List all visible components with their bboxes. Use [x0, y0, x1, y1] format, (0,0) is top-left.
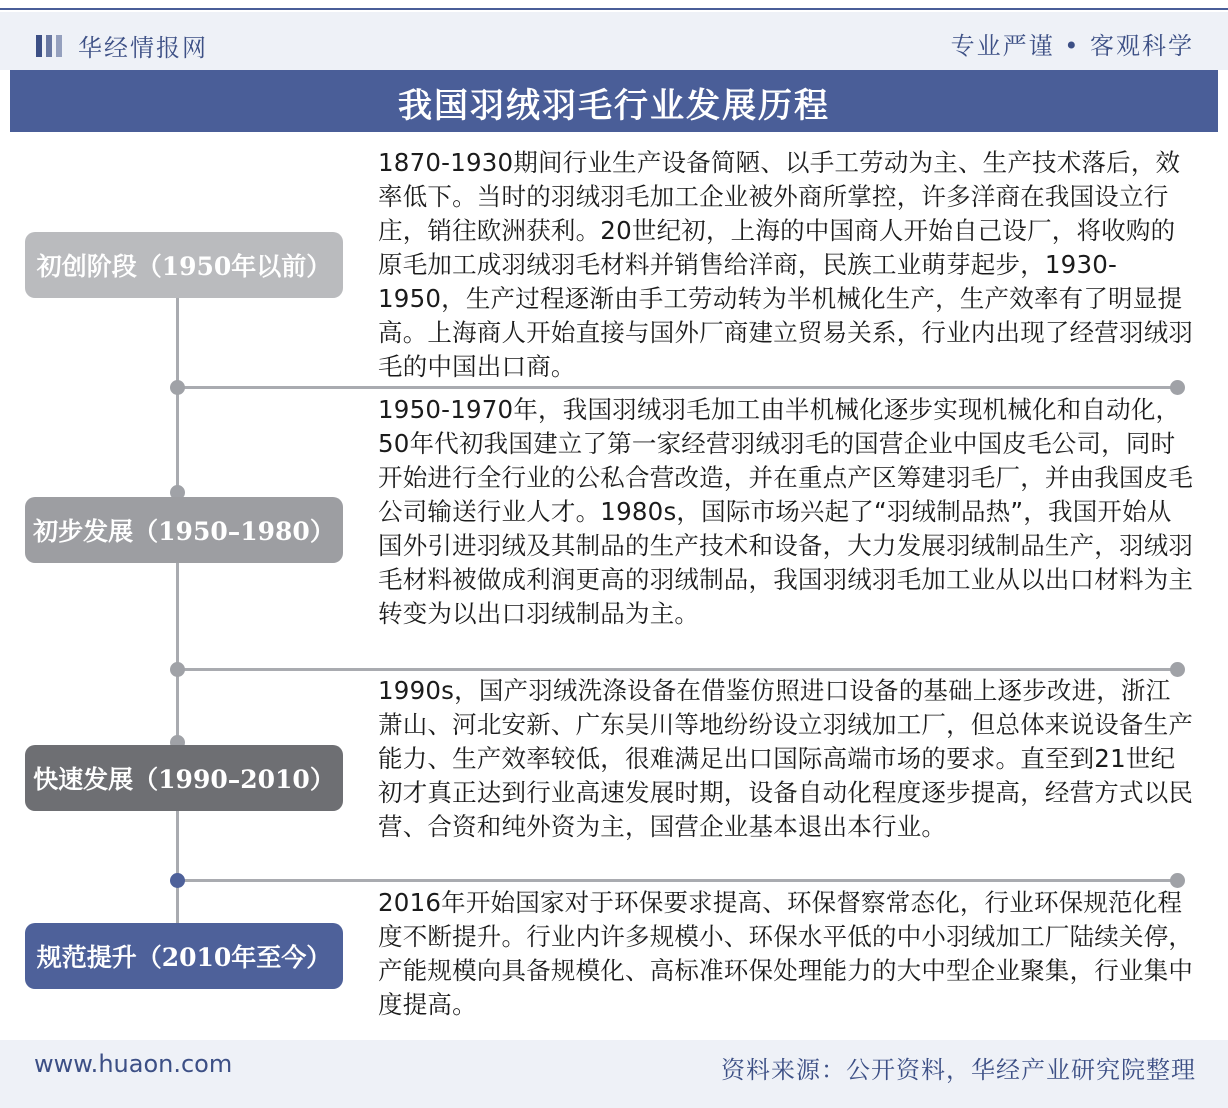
stage-description-3: 1990s，国产羽绒洗涤设备在借鉴仿照进口设备的基础上逐步改进，浙江萧山、河北安新、广东吴川等地纷纷设立羽绒加工厂，但总体来说设备生产能力、生产效率较低，很难满足出口国际高端市场的要求。直至到21世纪初才真正达到行业高速发展时期，设备自动化程度逐步提高，经营方式以民营、合资和纯外资为主，国营企业基本退出本行业。 [378, 676, 1194, 841]
slogan: 专业严谨 • 客观科学 [950, 32, 1194, 60]
stage-description-1: 1870-1930期间行业生产设备简陋、以手工劳动为主、生产技术落后，效率低下。当时的羽绒羽毛加工企业被外商所掌控，许多洋商在我国设立行庄，销往欧洲获利。20世纪初，上海的中国商人开始自己设厂，将收购的原毛加工成羽绒羽毛材料并销售给洋商，民族工业萌芽起步，1930-1950，生产过程逐渐由手工劳动转为半机械化生产，生产效率有了明显提高。上海商人开始直接与国外厂商建立贸易关系，行业内出现了经营羽绒羽毛的中国出口商。 [378, 148, 1194, 381]
timeline-dot [170, 380, 185, 395]
timeline-dot [170, 873, 185, 888]
divider-line-1 [178, 386, 1176, 389]
stage-label-1: 初创阶段（1950年以前） [25, 232, 343, 298]
logo-icon [36, 33, 66, 59]
divider-line-3 [178, 879, 1176, 882]
stage-label-3: 快速发展（1990–2010） [25, 745, 343, 811]
source-note: 资料来源：公开资料，华经产业研究院整理 [721, 1056, 1196, 1084]
stage-label-2: 初步发展（1950–1980） [25, 497, 343, 563]
stage-description-2: 1950-1970年，我国羽绒羽毛加工由半机械化逐步实现机械化和自动化，50年代初我国建立了第一家经营羽绒羽毛的国营企业中国皮毛公司，同时开始进行全行业的公私合营改造，并在重点产区筹建羽毛厂，并由我国皮毛公司输送行业人才。1980s，国际市场兴起了“羽绒制品热”，我国开始从国外引进羽绒及其制品的生产技术和设备，大力发展羽绒制品生产，羽绒羽毛材料被做成利润更高的羽绒制品，我国羽绒羽毛加工业从以出口材料为主转变为以出口羽绒制品为主。 [378, 395, 1194, 628]
page-title: 我国羽绒羽毛行业发展历程 [398, 86, 830, 126]
top-border [0, 8, 1228, 10]
brand-logo [36, 28, 208, 63]
stage-description-4: 2016年开始国家对于环保要求提高、环保督察常态化，行业环保规范化程度不断提升。行业内许多规模小、环保水平低的中小羽绒加工厂陆续关停，产能规模向具备规模化、高标准环保处理能力的大中型企业聚集，行业集中度提高。 [378, 888, 1194, 1019]
stage-label-4: 规范提升（2010年至今） [25, 923, 343, 989]
logo-text: 华经情报网 [78, 34, 208, 62]
timeline-dot [170, 662, 185, 677]
website-url: www.huaon.com [34, 1050, 233, 1078]
divider-line-2 [178, 668, 1176, 671]
